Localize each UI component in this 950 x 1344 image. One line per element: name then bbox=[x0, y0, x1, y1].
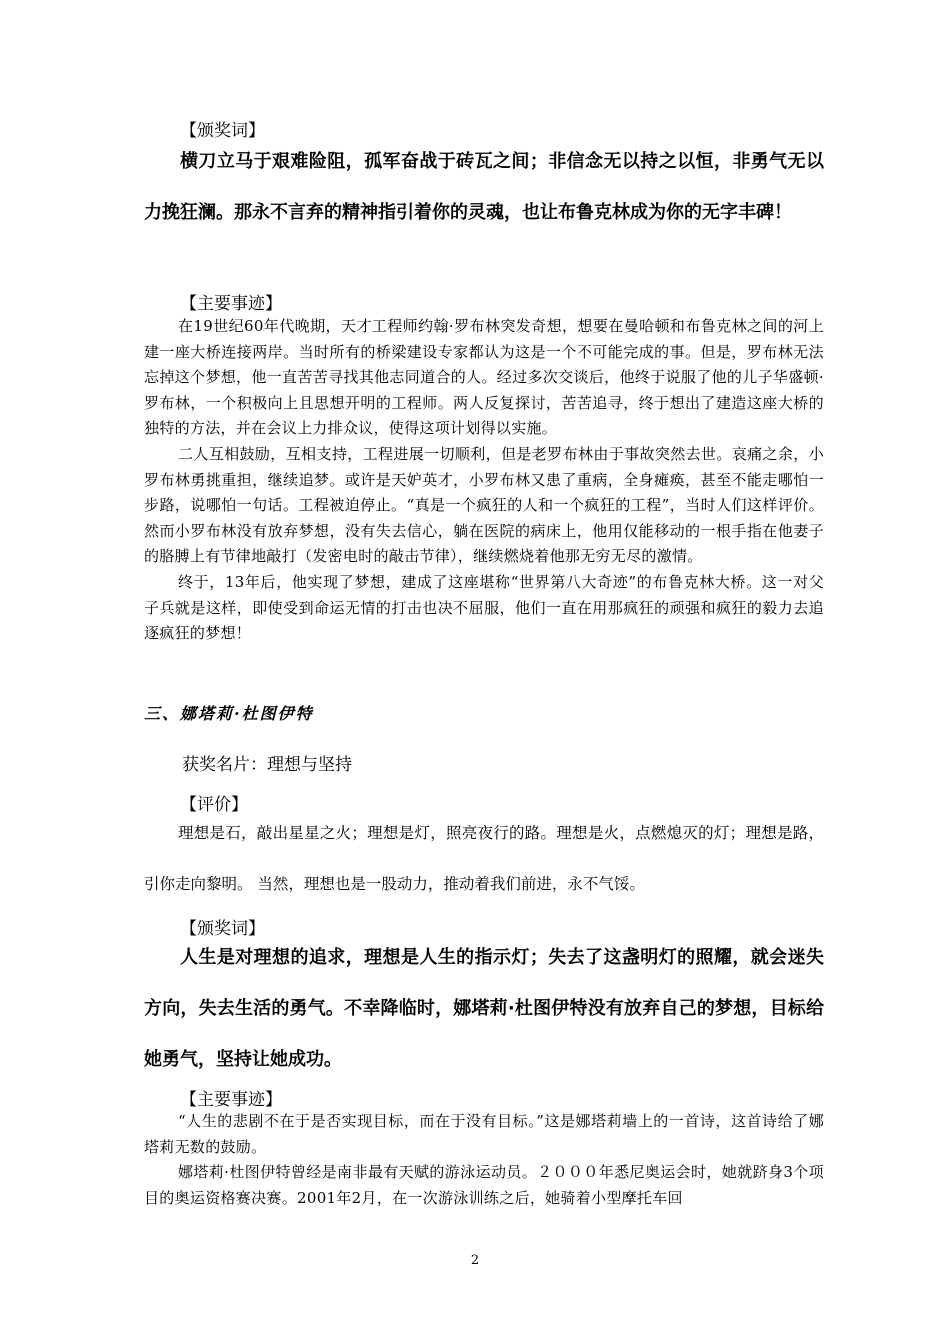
award-text: 横刀立马于艰难险阻，孤军奋战于砖瓦之间；非信念无以持之以恒，非勇气无以力挽狂澜。那永不言弃的精神指引着你的灵魂，也让布鲁克林成为你的无字丰碑！ bbox=[144, 151, 824, 223]
award-text: 人生是对理想的追求，理想是人生的指示灯；失去了这盏明灯的照耀，就会迷失方向，失去生活的勇气。不幸降临时，娜塔莉·杜图伊特没有放弃自己的梦想，目标给她勇气，坚持让她成功。 bbox=[144, 947, 824, 1070]
deeds-body bbox=[144, 314, 824, 647]
award-header: 【颁奖词】 bbox=[180, 919, 265, 939]
deeds-paragraph: 娜塔莉·杜图伊特曾经是南非最有天赋的游泳运动员。２０００年悉尼奥运会时，她就跻身3个项目的奥运资格赛决赛。2001年2月，在一次游泳训练之后，她骑着小型摩托车回 bbox=[144, 1163, 824, 1207]
deeds-paragraph: 二人互相鼓励，互相支持，工程进展一切顺利，但是老罗布林由于事故突然去世。哀痛之余，小罗布林勇挑重担，继续追梦。或许是天妒英才，小罗布林又患了重病，全身瘫痪，甚至不能走哪怕一步路，说哪怕一句话。工程被迫停止。“真是一个疯狂的人和一个疯狂的工程”，当时人们这样评价。然而小罗布林没有放弃梦想，没有失去信心，躺在医院的病床上，他用仅能移动的一根手指在他妻子的胳膊上有节律地敲打（发密电时的敲击节律），继续燃烧着他那无穷无尽的激情。 bbox=[144, 444, 824, 566]
deeds-body bbox=[144, 1109, 824, 1211]
deeds-header: 【主要事迹】 bbox=[180, 294, 282, 314]
deeds-header: 【主要事迹】 bbox=[180, 1090, 282, 1110]
evaluation-text: 理想是石，敲出星星之火；理想是灯，照亮夜行的路。理想是火，点燃熄灭的灯；理想是路，引你走向黎明。 当然，理想也是一股动力，推动着我们前进，永不气馁。 bbox=[144, 824, 824, 893]
deeds-paragraph: 在19世纪60年代晚期，天才工程师约翰·罗布林突发奇想，想要在曼哈顿和布鲁克林之间的河上建一座大桥连接两岸。当时所有的桥梁建设专家都认为这是一个不可能完成的事。但是，罗布林无法忘掉这个梦想，他一直苦苦寻找其他志同道合的人。经过多次交谈后，他终于说服了他的儿子华盛顿·罗布林，一个积极向上且思想开明的工程师。两人反复探讨，苦苦追寻，终于想出了建造这座大桥的独特的方法，并在会议上力排众议，使得这项计划得以实施。 bbox=[144, 317, 824, 438]
deeds-paragraph: “人生的悲剧不在于是否实现目标，而在于没有目标。”这是娜塔莉墙上的一首诗，这首诗给了娜塔莉无数的鼓励。 bbox=[144, 1112, 824, 1156]
award-header: 【颁奖词】 bbox=[180, 121, 265, 141]
film-title: 获奖名片：理想与坚持 bbox=[182, 755, 352, 775]
section-title: 三、娜塔莉·杜图伊特 bbox=[144, 704, 314, 723]
page-number: 2 bbox=[470, 1253, 480, 1268]
evaluation-header: 【评价】 bbox=[180, 795, 248, 815]
deeds-paragraph: 终于，13年后，他实现了梦想，建成了这座堪称“世界第八大奇迹”的布鲁克林大桥。这一对父子兵就是这样，即使受到命运无情的打击也决不屈服，他们一直在用那疯狂的顽强和疯狂的毅力去追逐疯狂的梦想！ bbox=[144, 572, 824, 643]
